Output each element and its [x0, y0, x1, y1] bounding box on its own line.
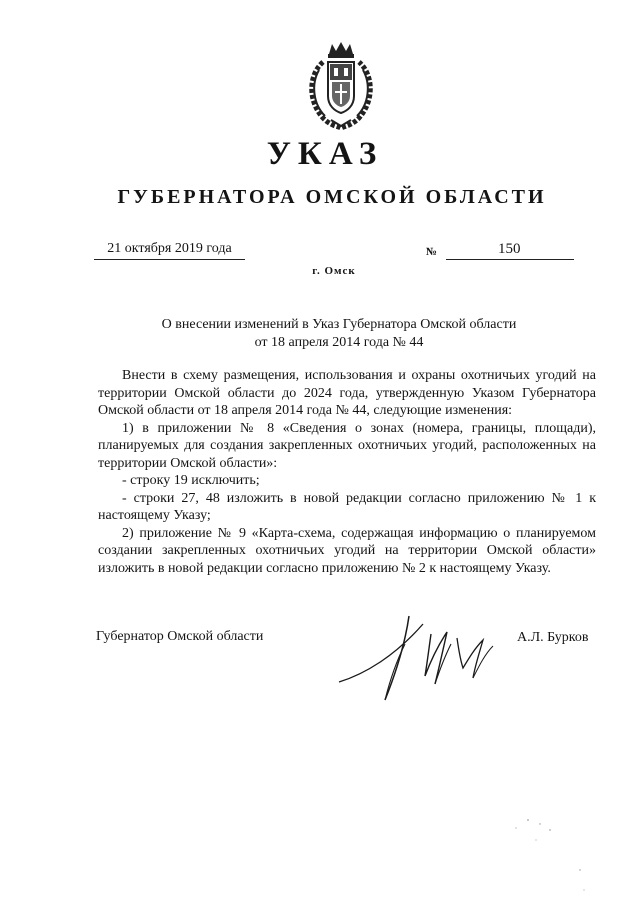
scan-noise-dots — [480, 800, 590, 900]
signatory-name: А.Л. Бурков — [517, 630, 589, 645]
omsk-region-coat-of-arms-icon — [301, 40, 381, 130]
body-paragraph: Внести в схему размещения, использования и охраны охотничьих угодий на территории Омской области до 2024 года, утвержденную Указом Губернатора Омской области от 18 апреля 2014 года № 44, следующие изменения: — [98, 368, 596, 418]
subject-line-1: О внесении изменений в Указ Губернатора Омской области — [161, 317, 517, 332]
document-city: г. Омск — [312, 265, 356, 277]
handwritten-signature-icon — [335, 604, 505, 704]
document-number-field — [426, 241, 574, 259]
document-subtitle: ГУБЕРНАТОРА ОМСКОЙ ОБЛАСТИ — [117, 186, 547, 208]
body-paragraph: 2) приложение № 9 «Карта-схема, содержащая информацию о планируемом создании закрепленных охотничьих угодий на территории Омской области» изложить в новой редакции согласно приложению № 2 к настоящему Указу. — [98, 525, 596, 576]
document-body — [98, 367, 596, 577]
subject-line-2: от 18 апреля 2014 года № 44 — [254, 335, 424, 350]
body-paragraph: 1) в приложении № 8 «Сведения о зонах (номера, границы, площади), планируемых для создания закрепленных охотничьих угодий, расположенных на территории Омской области»: — [98, 420, 596, 471]
document-title: УКАЗ — [266, 136, 384, 172]
body-paragraph: - строки 27, 48 изложить в новой редакции согласно приложению № 1 к настоящему Указу; — [98, 490, 596, 523]
document-number: 150 — [446, 241, 574, 260]
document-date: 21 октября 2019 года — [94, 241, 245, 260]
signatory-position: Губернатор Омской области — [96, 629, 264, 644]
document-subject — [120, 316, 558, 352]
body-paragraph: - строку 19 исключить; — [122, 473, 260, 488]
number-sign: № — [426, 246, 438, 258]
